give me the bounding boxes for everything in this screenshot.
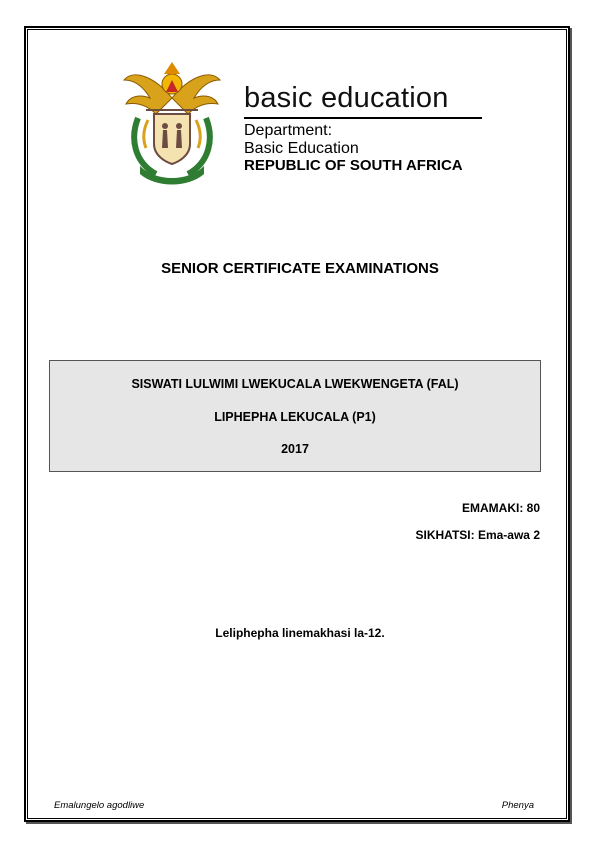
subject-box — [49, 360, 541, 472]
turn-over-footer: Phenya — [501, 800, 534, 811]
department-name: Basic Education — [244, 140, 359, 157]
department-label: Department: — [244, 122, 333, 139]
exam-year: 2017 — [281, 442, 309, 456]
coat-of-arms-icon — [116, 58, 228, 186]
country-name: REPUBLIC OF SOUTH AFRICA — [244, 157, 463, 174]
paper-title: LIPHEPHA LEKUCALA (P1) — [214, 410, 376, 424]
page-count-note: Leliphepha linemakhasi la-12. — [215, 626, 385, 640]
copyright-footer: Emalungelo agodliwe — [54, 800, 145, 811]
brand-title: basic education — [244, 82, 449, 114]
exam-title: SENIOR CERTIFICATE EXAMINATIONS — [161, 260, 439, 277]
time-label: SIKHATSI: Ema-awa 2 — [415, 528, 540, 542]
brand-underline — [244, 117, 482, 119]
subject-title: SISWATI LULWIMI LWEKUCALA LWEKWENGETA (FAL) — [131, 377, 459, 391]
marks-label: EMAMAKI: 80 — [461, 501, 540, 515]
